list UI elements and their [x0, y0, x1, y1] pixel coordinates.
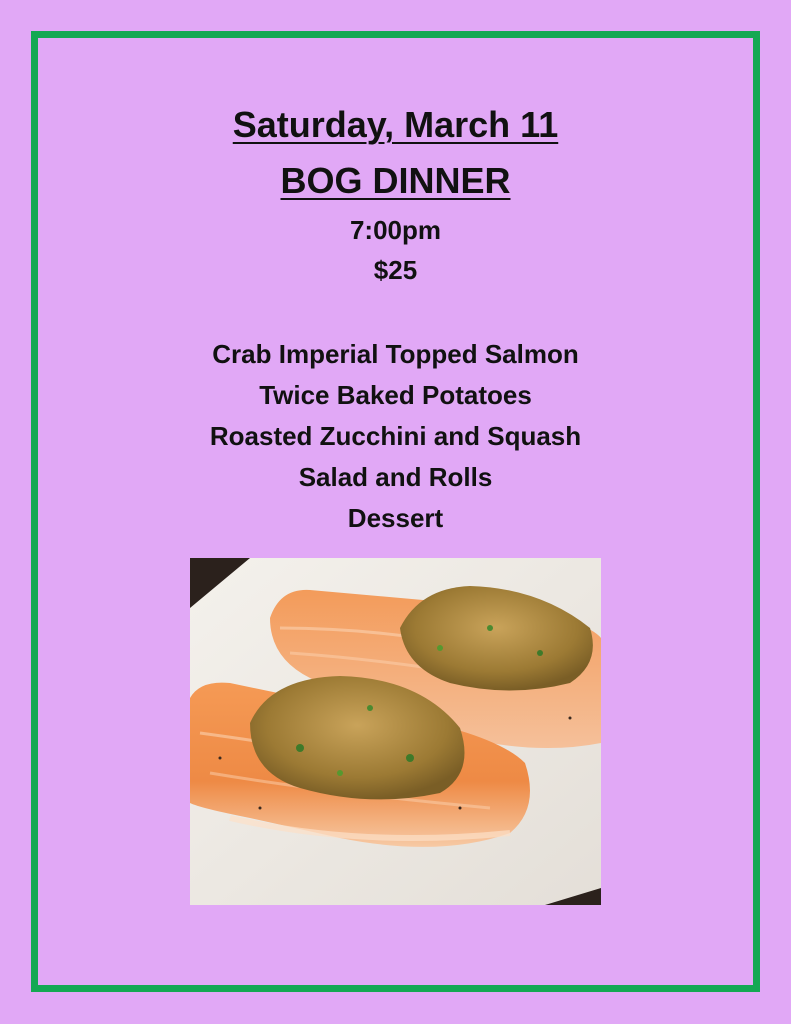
salmon-photo [190, 558, 601, 905]
menu-item-potatoes: Twice Baked Potatoes [259, 380, 532, 410]
salmon-photo-illustration [190, 558, 601, 905]
menu-list [0, 334, 791, 539]
event-title: BOG DINNER [280, 160, 511, 201]
event-time: 7:00pm [349, 215, 442, 245]
menu-item-zucchini: Roasted Zucchini and Squash [209, 421, 582, 451]
menu-item-salmon: Crab Imperial Topped Salmon [212, 339, 579, 369]
menu-item-dessert: Dessert [347, 503, 444, 533]
event-date: Saturday, March 11 [232, 104, 559, 145]
menu-item-salad: Salad and Rolls [298, 462, 493, 492]
event-price: $25 [373, 255, 418, 285]
